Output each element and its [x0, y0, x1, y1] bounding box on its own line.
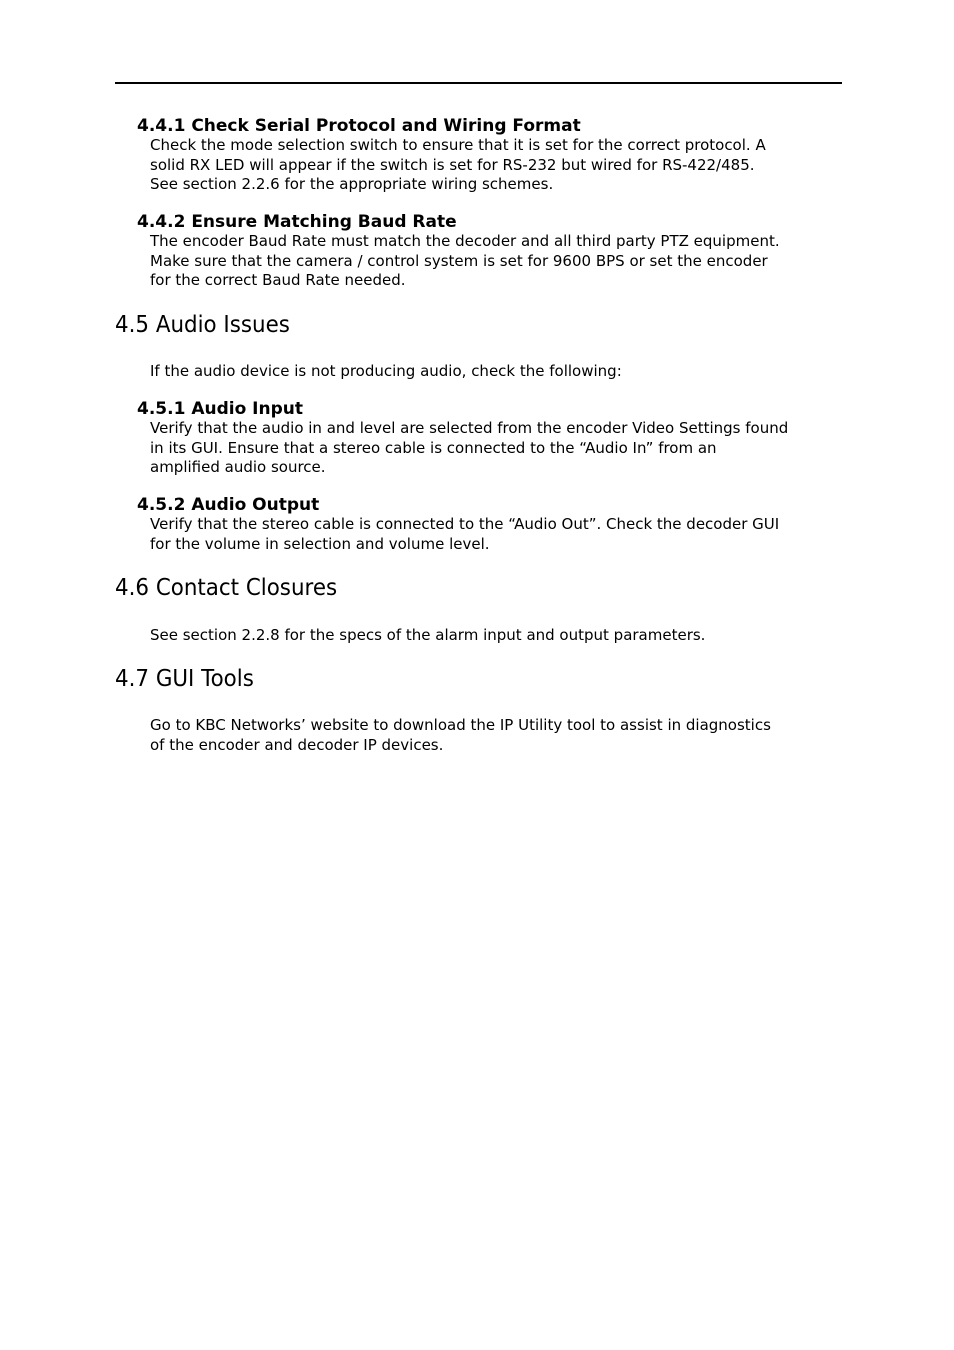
paragraph-4-5 — [150, 362, 622, 382]
heading-4-6: 4.6 Contact Closures — [115, 575, 338, 601]
text-line: solid RX LED will appear if the switch is set for RS-232 but wired for RS-422/485. — [150, 155, 755, 174]
heading-4-4-2: 4.4.2 Ensure Matching Baud Rate — [137, 212, 457, 232]
paragraph-4-4-2 — [150, 232, 780, 291]
heading-4-5: 4.5 Audio Issues — [115, 312, 290, 338]
text-line: The encoder Baud Rate must match the decoder and all third party PTZ equipment. — [150, 232, 780, 250]
text-line: amplified audio source. — [150, 458, 326, 476]
text-line: Verify that the stereo cable is connected to the “Audio Out”. Check the decoder GUI — [150, 515, 780, 533]
text-line: See section 2.2.8 for the specs of the alarm input and output parameters. — [150, 626, 706, 644]
text-line: Check the mode selection switch to ensure that it is set for the correct protocol. A — [150, 136, 766, 154]
header-rule — [115, 82, 842, 84]
text-line: of the encoder and decoder IP devices. — [150, 735, 444, 754]
paragraph-4-6 — [150, 626, 705, 646]
text-line: Make sure that the camera / control system is set for 9600 BPS or set the encoder — [150, 251, 768, 270]
heading-4-5-1: 4.5.1 Audio Input — [137, 399, 303, 419]
paragraph-4-7 — [150, 716, 771, 755]
text-line: in its GUI. Ensure that a stereo cable is connected to the “Audio In” from an — [150, 438, 717, 457]
paragraph-4-5-2 — [150, 515, 779, 554]
text-line: If the audio device is not producing audio, check the following: — [150, 362, 622, 380]
heading-4-4-1: 4.4.1 Check Serial Protocol and Wiring Format — [137, 116, 581, 136]
paragraph-4-5-1 — [150, 419, 788, 478]
heading-4-5-2: 4.5.2 Audio Output — [137, 495, 320, 515]
paragraph-4-4-1 — [150, 136, 766, 195]
text-line: for the volume in selection and volume level. — [150, 534, 490, 553]
heading-4-7: 4.7 GUI Tools — [115, 666, 254, 692]
text-line: Verify that the audio in and level are selected from the encoder Video Settings found — [150, 419, 789, 437]
text-line: for the correct Baud Rate needed. — [150, 271, 406, 289]
text-line: See section 2.2.6 for the appropriate wiring schemes. — [150, 175, 554, 193]
text-line: Go to KBC Networks’ website to download the IP Utility tool to assist in diagnostics — [150, 716, 771, 734]
